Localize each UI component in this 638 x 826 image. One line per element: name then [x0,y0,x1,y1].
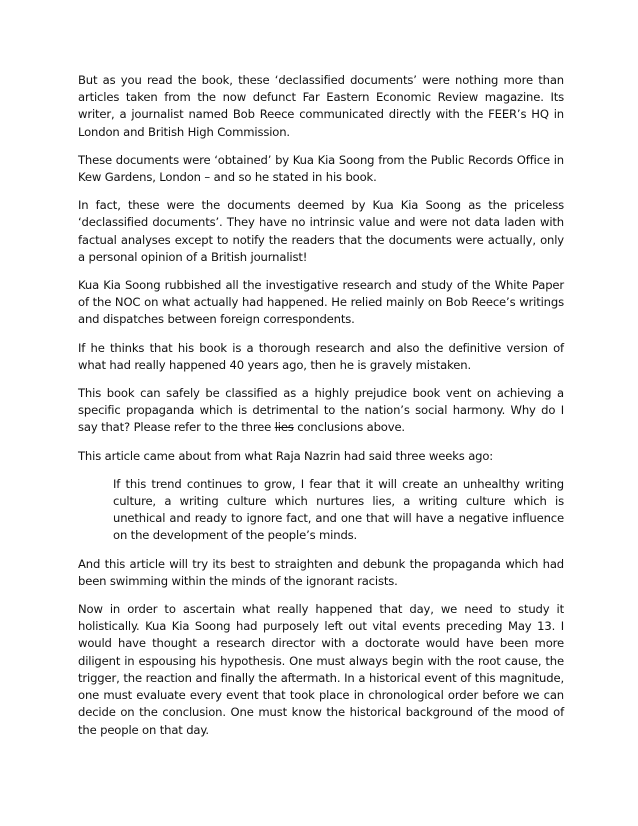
block-quote: If this trend continues to grow, I fear that it will create an unhealthy writing culture, a writing culture which nurtures lies, a writing culture which is unethical and ready to ignore fact, and one that will have a negative influence on the development of the people’s minds. [113,476,564,543]
paragraph-priceless-documents: In fact, these were the documents deemed by Kua Kia Soong as the priceless ‘declassified documents’. They have no intrinsic value and were not data laden with factual analyses except to notify the readers that the documents were actually, only a personal opinion of a British journalist! [78,198,564,264]
paragraph-debunk-propaganda: And this article will try its best to straighten and debunk the propaganda which had been swimming within the minds of the ignorant racists. [78,556,564,588]
paragraph-thorough-research: If he thinks that his book is a thorough research and also the definitive version of what had really happened 40 years ago, then he is gravely mistaken. [78,340,564,372]
paragraph-prejudice-book-end: conclusions above. [293,420,405,435]
paragraph-study-holistically: Now in order to ascertain what really happened that day, we need to study it holistically. Kua Kia Soong had purposely left out vital events preceding May 13. I would have thought a research director with a doctorate would have been more diligent in espousing his hypothesis. One must always begin with the root cause, the trigger, the reaction and finally the aftermath. In a historical event of this magnitude, one must evaluate every event that took place in chronological order before we can decide on the conclusion. One must know the historical background of the mood of the people on that day. [78,602,564,737]
paragraph-raja-nazrin: This article came about from what Raja Nazrin had said three weeks ago: [78,448,494,463]
paragraph-documents-obtained: These documents were ‘obtained’ by Kua Kia Soong from the Public Records Office in Kew Gardens, London – and so he stated in his book. [78,152,564,185]
paragraph-prejudice-book-text: This book can safely be classified as a highly prejudice book vent on achieving a specific propaganda which is detrimental to the nation’s social harmony. Why do I say that? Please refer to the three [78,386,564,435]
paragraph-white-paper: Kua Kia Soong rubbished all the investigative research and study of the White Paper of the NOC on what actually had happened. He relied mainly on Bob Reece’s writings and dispatches between foreign correspondents. [78,278,564,327]
paragraph-declassified-documents: But as you read the book, these ‘declassified documents’ were nothing more than articles taken from the now defunct Far Eastern Economic Review magazine. Its writer, a journalist named Bob Reece communicated directly with the FEER’s HQ in London and British High Commission. [78,73,564,139]
paragraph-prejudice-book [78,385,564,437]
struck-word-lies: lies [274,420,294,435]
document-page [78,72,564,739]
